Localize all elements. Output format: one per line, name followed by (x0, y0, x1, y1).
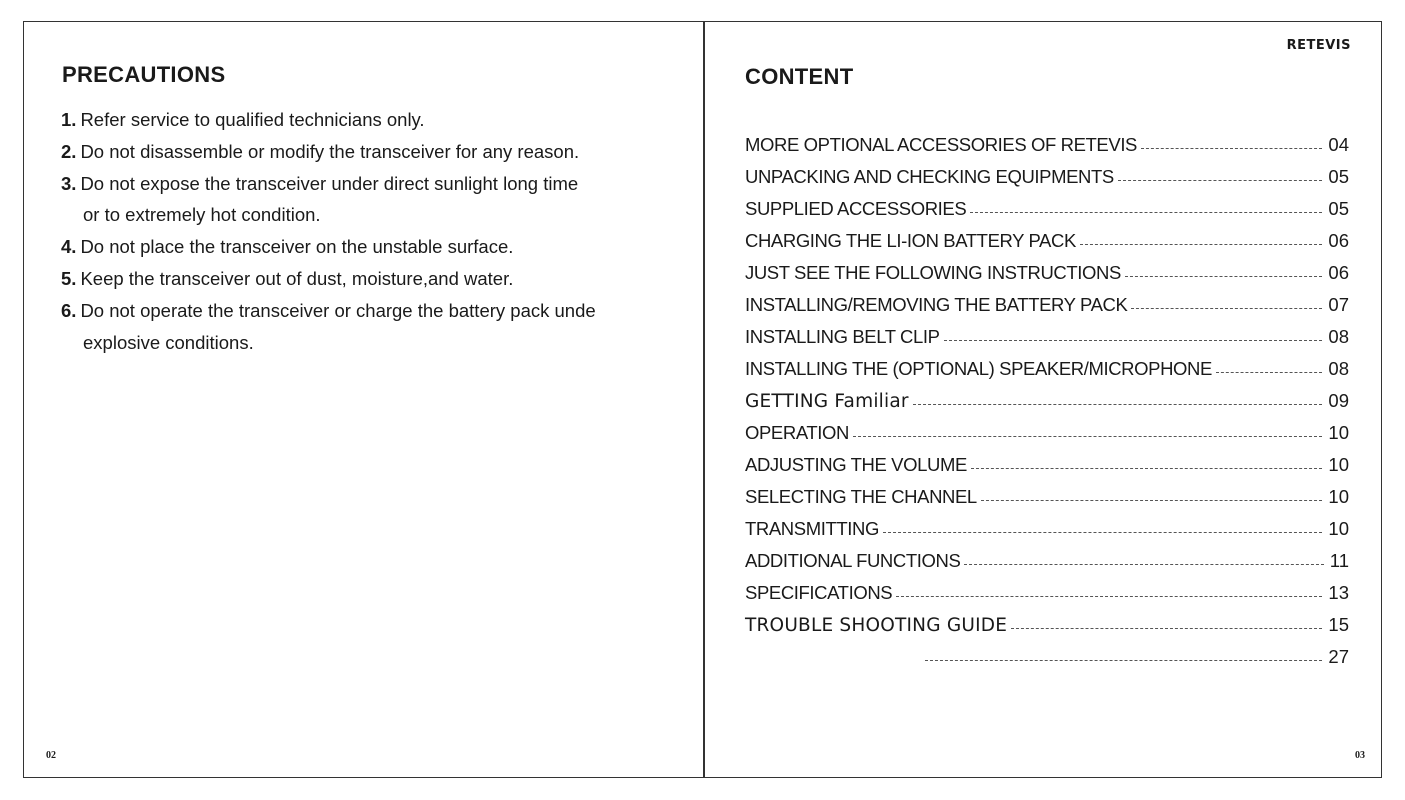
toc-entry-title: SUPPLIED ACCESSORIES (745, 198, 967, 219)
toc-entry (745, 572, 1349, 604)
toc-entry (745, 636, 1349, 668)
toc-entry (745, 476, 1349, 508)
precaution-text: Do not disassemble or modify the transceiver for any reason. (80, 140, 580, 162)
toc-entry-page: 08 (1328, 358, 1349, 379)
toc-entry-page: 11 (1329, 550, 1349, 571)
toc-entry-title: JUST SEE THE FOLLOWING INSTRUCTIONS (745, 262, 1121, 283)
toc-dot-leader (1141, 148, 1322, 149)
toc-entry-page: 04 (1328, 134, 1349, 155)
precaution-text-continued: or to extremely hot condition. (83, 204, 321, 226)
toc-entry (745, 156, 1349, 188)
content-heading: CONTENT (745, 64, 854, 89)
precaution-item (61, 136, 691, 168)
toc-entry-page: 13 (1328, 582, 1349, 603)
brand-logo: RETEVIS (1286, 38, 1351, 53)
page-number: 03 (1355, 750, 1365, 761)
toc-entry-page: 10 (1328, 454, 1349, 475)
left-page (24, 22, 703, 777)
toc-entry (745, 508, 1349, 540)
toc-entry-page: 07 (1328, 294, 1349, 315)
toc-entry-page: 27 (1328, 646, 1349, 667)
precaution-item (61, 295, 691, 359)
toc-entry (745, 412, 1349, 444)
toc-dot-leader (964, 564, 1323, 565)
precaution-item (61, 231, 691, 263)
toc-entry (745, 380, 1349, 412)
toc-dot-leader (896, 596, 1322, 597)
toc-entry-page: 06 (1328, 262, 1349, 283)
toc-entry-title: MORE OPTIONAL ACCESSORIES OF RETEVIS (745, 134, 1137, 155)
toc-entry (745, 348, 1349, 380)
toc-entry-page: 10 (1328, 518, 1349, 539)
toc-entry-title: TROUBLE SHOOTING GUIDE (745, 615, 1008, 636)
precaution-text: Do not place the transceiver on the unstable surface. (80, 236, 514, 258)
precaution-text: Keep the transceiver out of dust, moisture,and water. (80, 267, 514, 289)
toc-dot-leader (1125, 276, 1323, 277)
toc-dot-leader (1118, 180, 1323, 181)
toc-dot-leader (944, 340, 1323, 341)
toc-entry-title: TRANSMITTING (745, 518, 879, 539)
precaution-number: 1. (61, 109, 77, 130)
toc-entry-title: ADJUSTING THE VOLUME (745, 454, 967, 475)
toc-entry-title: CHARGING THE LI-ION BATTERY PACK (745, 230, 1076, 251)
toc-dot-leader (970, 212, 1322, 213)
toc-dot-leader (1011, 628, 1322, 629)
precautions-list (61, 104, 691, 358)
toc-entry (745, 284, 1349, 316)
precautions-heading: PRECAUTIONS (62, 62, 226, 87)
toc-entry-title: INSTALLING/REMOVING THE BATTERY PACK (745, 294, 1128, 315)
toc-entry-title: GETTING Familiar (745, 391, 909, 412)
toc-entry-page: 09 (1328, 390, 1349, 411)
precaution-text: Do not operate the transceiver or charge the battery pack unde (80, 299, 596, 321)
toc-dot-leader (853, 436, 1322, 437)
precaution-text-continued: explosive conditions. (83, 331, 254, 353)
toc-dot-leader (1131, 308, 1322, 309)
toc-entry-page: 10 (1328, 422, 1349, 443)
toc-entry-page: 10 (1328, 486, 1349, 507)
toc-entry-title: UNPACKING AND CHECKING EQUIPMENTS (745, 166, 1114, 187)
precaution-text: Do not expose the transceiver under direct sunlight long time (80, 172, 579, 194)
toc-dot-leader (913, 404, 1323, 405)
toc-entry (745, 444, 1349, 476)
precaution-number: 2. (61, 140, 77, 162)
toc-entry-title: INSTALLING BELT CLIP (745, 326, 940, 347)
toc-entry (745, 604, 1349, 636)
precaution-number: 6. (61, 299, 77, 321)
toc-entry-page: 08 (1328, 326, 1349, 347)
toc-entry-title: OPERATION (745, 422, 849, 443)
toc-entry (745, 252, 1349, 284)
right-page (705, 22, 1381, 777)
toc-dot-leader (883, 532, 1322, 533)
toc-dot-leader (1216, 372, 1323, 373)
toc-dot-leader (981, 500, 1323, 501)
toc-entry (745, 124, 1349, 156)
toc-entry-page: 05 (1328, 166, 1349, 187)
toc-entry-title: INSTALLING THE (OPTIONAL) SPEAKER/MICROPHONE (745, 358, 1212, 379)
table-of-contents (745, 124, 1349, 668)
precaution-text: Refer service to qualified technicians only. (80, 109, 425, 130)
precaution-item (61, 263, 691, 295)
precaution-number: 4. (61, 236, 77, 258)
toc-entry-title: SPECIFICATIONS (745, 582, 893, 603)
toc-entry (745, 540, 1349, 572)
precaution-item (61, 104, 691, 136)
page-number: 02 (46, 750, 56, 761)
toc-entry (745, 188, 1349, 220)
precaution-number: 3. (61, 172, 77, 194)
toc-entry (745, 220, 1349, 252)
toc-entry-page: 05 (1328, 198, 1349, 219)
toc-dot-leader (925, 660, 1322, 661)
precaution-number: 5. (61, 267, 77, 289)
toc-entry-title: ADDITIONAL FUNCTIONS (745, 550, 961, 571)
toc-entry-page: 15 (1328, 614, 1349, 635)
toc-entry-title: SELECTING THE CHANNEL (745, 486, 977, 507)
toc-entry (745, 316, 1349, 348)
precaution-item (61, 168, 691, 232)
toc-entry-page: 06 (1328, 230, 1349, 251)
toc-dot-leader (1080, 244, 1323, 245)
toc-dot-leader (971, 468, 1323, 469)
